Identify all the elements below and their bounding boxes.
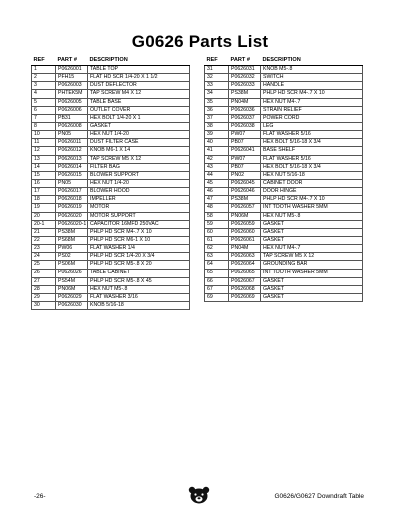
table-row bbox=[205, 179, 363, 187]
table-row bbox=[32, 90, 190, 98]
cell-part: P0626017 bbox=[56, 188, 88, 196]
cell-part: PS06M bbox=[56, 261, 88, 269]
cell-part: P0626014 bbox=[56, 163, 88, 171]
cell-description: HEX NUT M4-.7 bbox=[261, 245, 363, 253]
cell-part: P0626036 bbox=[229, 106, 261, 114]
cell-description: BLOWER SUPPORT bbox=[88, 171, 190, 179]
table-row bbox=[32, 66, 190, 74]
cell-ref: 46 bbox=[205, 188, 229, 196]
cell-part: P0626026 bbox=[56, 269, 88, 277]
table-row bbox=[205, 66, 363, 74]
column-header-part: PART # bbox=[229, 57, 261, 66]
cell-part: PN06M bbox=[229, 212, 261, 220]
cell-description: BLOWER HOOD bbox=[88, 188, 190, 196]
cell-ref: 22 bbox=[32, 236, 56, 244]
table-row bbox=[32, 293, 190, 301]
cell-ref: 43 bbox=[205, 163, 229, 171]
table-row bbox=[32, 285, 190, 293]
cell-ref: 12 bbox=[32, 147, 56, 155]
cell-ref: 29 bbox=[32, 293, 56, 301]
table-row bbox=[32, 196, 190, 204]
table-row bbox=[32, 236, 190, 244]
cell-part: PS02 bbox=[56, 253, 88, 261]
cell-part: P0626038 bbox=[229, 122, 261, 130]
cell-ref: 3 bbox=[32, 82, 56, 90]
cell-part: P0626046 bbox=[229, 188, 261, 196]
cell-description: HEX NUT M5-.8 bbox=[261, 212, 363, 220]
cell-description: LEG bbox=[261, 122, 363, 130]
cell-part: PHTEK5M bbox=[56, 90, 88, 98]
cell-part: P0626057 bbox=[229, 204, 261, 212]
table-row bbox=[205, 253, 363, 261]
table-row bbox=[205, 155, 363, 163]
cell-description: POWER CORD bbox=[261, 114, 363, 122]
table-row bbox=[205, 90, 363, 98]
table-row bbox=[32, 220, 190, 228]
cell-part: P0626008 bbox=[56, 122, 88, 130]
cell-part: P0626033 bbox=[229, 82, 261, 90]
cell-ref: 10 bbox=[32, 131, 56, 139]
column-header-part: PART # bbox=[56, 57, 88, 66]
cell-ref: 13 bbox=[32, 155, 56, 163]
table-row bbox=[32, 106, 190, 114]
cell-description: HEX NUT 1/4-20 bbox=[88, 131, 190, 139]
cell-description: PHLP HD SCR 1/4-20 X 3/4 bbox=[88, 253, 190, 261]
cell-part: P0626013 bbox=[56, 155, 88, 163]
cell-description: PHLP HD SCR M4-.7 X 10 bbox=[261, 90, 363, 98]
cell-description: FLAT WASHER 1/4 bbox=[88, 245, 190, 253]
table-row bbox=[32, 98, 190, 106]
cell-ref: 32 bbox=[205, 74, 229, 82]
table-row bbox=[205, 122, 363, 130]
cell-description: PHLP HD SCR M6-1 X 10 bbox=[88, 236, 190, 244]
cell-part: PB07 bbox=[229, 139, 261, 147]
table-row bbox=[32, 171, 190, 179]
cell-ref: 60 bbox=[205, 228, 229, 236]
cell-ref: 28 bbox=[32, 285, 56, 293]
cell-part: P0626063 bbox=[229, 253, 261, 261]
table-row bbox=[205, 204, 363, 212]
cell-description: TABLE TOP bbox=[88, 66, 190, 74]
cell-description: HEX BOLT 5/16-18 X 3/4 bbox=[261, 163, 363, 171]
cell-description: CABINET DOOR bbox=[261, 179, 363, 187]
cell-description: DUST DEFLECTOR bbox=[88, 82, 190, 90]
table-row bbox=[205, 163, 363, 171]
cell-ref: 6 bbox=[32, 106, 56, 114]
cell-ref: 25 bbox=[32, 261, 56, 269]
cell-description: KNOB 5/16-18 bbox=[88, 302, 190, 310]
cell-description: HEX NUT M4-.7 bbox=[261, 98, 363, 106]
cell-part: PW07 bbox=[229, 131, 261, 139]
cell-ref: 23 bbox=[32, 245, 56, 253]
column-header-description: DESCRIPTION bbox=[88, 57, 190, 66]
cell-ref: 17 bbox=[32, 188, 56, 196]
cell-part: P0626041 bbox=[229, 147, 261, 155]
cell-description: GASKET bbox=[261, 285, 363, 293]
cell-description: STRAIN RELIEF bbox=[261, 106, 363, 114]
cell-description: SWITCH bbox=[261, 74, 363, 82]
cell-ref: 48 bbox=[205, 204, 229, 212]
cell-part: P0626020 bbox=[56, 212, 88, 220]
table-row bbox=[32, 122, 190, 130]
cell-part: PN04M bbox=[229, 245, 261, 253]
cell-description: FLAT HD SCR 1/4-20 X 1 1/2 bbox=[88, 74, 190, 82]
cell-ref: 65 bbox=[205, 269, 229, 277]
cell-part: P0626045 bbox=[229, 179, 261, 187]
table-row bbox=[205, 131, 363, 139]
cell-part: P0626067 bbox=[229, 277, 261, 285]
cell-ref: 8 bbox=[32, 122, 56, 130]
cell-description: TAP SCREW M5 X 12 bbox=[261, 253, 363, 261]
cell-part: PFH15 bbox=[56, 74, 88, 82]
cell-part: PS68M bbox=[56, 236, 88, 244]
table-row bbox=[205, 171, 363, 179]
cell-description: KNOB M6-1 X 14 bbox=[88, 147, 190, 155]
cell-description: GASKET bbox=[261, 220, 363, 228]
cell-ref: 63 bbox=[205, 253, 229, 261]
table-row bbox=[205, 269, 363, 277]
cell-ref: 27 bbox=[32, 277, 56, 285]
cell-description: GASKET bbox=[261, 277, 363, 285]
table-row bbox=[32, 245, 190, 253]
cell-part: PN02 bbox=[229, 171, 261, 179]
table-row bbox=[205, 245, 363, 253]
cell-description: DUST FILTER CASE bbox=[88, 139, 190, 147]
table-header-row bbox=[205, 57, 363, 66]
table-row bbox=[32, 212, 190, 220]
cell-description: IMPELLER bbox=[88, 196, 190, 204]
cell-part: PW07 bbox=[229, 155, 261, 163]
cell-part: PN06M bbox=[56, 285, 88, 293]
table-row bbox=[32, 139, 190, 147]
cell-ref: 19 bbox=[32, 204, 56, 212]
cell-part: P0626011 bbox=[56, 139, 88, 147]
table-row bbox=[205, 228, 363, 236]
table-row bbox=[205, 285, 363, 293]
cell-ref: 11 bbox=[32, 139, 56, 147]
cell-part: P0626060 bbox=[229, 228, 261, 236]
table-row bbox=[32, 74, 190, 82]
cell-part: P0626003 bbox=[56, 82, 88, 90]
cell-ref: 2 bbox=[32, 74, 56, 82]
cell-description: HEX NUT M5-.8 bbox=[88, 285, 190, 293]
cell-description: FLAT WASHER 5/16 bbox=[261, 155, 363, 163]
cell-ref: 20-1 bbox=[32, 220, 56, 228]
table-row bbox=[205, 82, 363, 90]
cell-description: FLAT WASHER 3/16 bbox=[88, 293, 190, 301]
table-row bbox=[205, 277, 363, 285]
table-row bbox=[205, 114, 363, 122]
cell-ref: 64 bbox=[205, 261, 229, 269]
cell-ref: 66 bbox=[205, 277, 229, 285]
cell-description: HANDLE bbox=[261, 82, 363, 90]
cell-description: OUTLET COVER bbox=[88, 106, 190, 114]
table-row bbox=[205, 236, 363, 244]
table-row bbox=[205, 220, 363, 228]
cell-ref: 42 bbox=[205, 155, 229, 163]
table-row bbox=[205, 139, 363, 147]
table-row bbox=[32, 302, 190, 310]
cell-description: GASKET bbox=[261, 236, 363, 244]
cell-description: HEX NUT 5/16-18 bbox=[261, 171, 363, 179]
column-header-description: DESCRIPTION bbox=[261, 57, 363, 66]
cell-part: P0626059 bbox=[229, 220, 261, 228]
table-row bbox=[32, 131, 190, 139]
cell-ref: 69 bbox=[205, 293, 229, 301]
cell-description: FILTER BAG bbox=[88, 163, 190, 171]
cell-part: P0626068 bbox=[229, 285, 261, 293]
cell-ref: 41 bbox=[205, 147, 229, 155]
cell-ref: 16 bbox=[32, 179, 56, 187]
cell-part: P0626069 bbox=[229, 293, 261, 301]
table-row bbox=[205, 147, 363, 155]
cell-ref: 62 bbox=[205, 245, 229, 253]
cell-description: PHLP HD SCR M4-.7 X 10 bbox=[261, 196, 363, 204]
table-row bbox=[32, 147, 190, 155]
cell-ref: 21 bbox=[32, 228, 56, 236]
cell-ref: 67 bbox=[205, 285, 229, 293]
table-row bbox=[32, 261, 190, 269]
table-row bbox=[32, 204, 190, 212]
cell-description: HEX BOLT 1/4-20 X 1 bbox=[88, 114, 190, 122]
page-number: -26- bbox=[34, 493, 46, 500]
table-row bbox=[205, 98, 363, 106]
cell-part: P0626020-1 bbox=[56, 220, 88, 228]
table-row bbox=[205, 261, 363, 269]
table-row bbox=[205, 106, 363, 114]
table-row bbox=[205, 188, 363, 196]
cell-ref: 5 bbox=[32, 98, 56, 106]
table-row bbox=[205, 196, 363, 204]
cell-description: TABLE BASE bbox=[88, 98, 190, 106]
cell-ref: 58 bbox=[205, 212, 229, 220]
table-row bbox=[32, 269, 190, 277]
table-row bbox=[32, 179, 190, 187]
cell-part: PS38M bbox=[229, 90, 261, 98]
column-header-ref: REF bbox=[32, 57, 56, 66]
cell-ref: 36 bbox=[205, 106, 229, 114]
table-row bbox=[32, 82, 190, 90]
table-row bbox=[205, 74, 363, 82]
table-row bbox=[32, 114, 190, 122]
cell-ref: 35 bbox=[205, 98, 229, 106]
cell-description: HEX BOLT 5/16-18 X 3/4 bbox=[261, 139, 363, 147]
cell-ref: 59 bbox=[205, 220, 229, 228]
table-row bbox=[32, 277, 190, 285]
cell-part: PN05 bbox=[56, 179, 88, 187]
parts-table-right bbox=[204, 57, 363, 302]
page-title: G0626 Parts List bbox=[131, 32, 269, 51]
table-header-row bbox=[32, 57, 190, 66]
cell-description: DOOR HINGE bbox=[261, 188, 363, 196]
cell-part: P0626064 bbox=[229, 261, 261, 269]
parts-table-left bbox=[31, 57, 190, 310]
cell-part: P0626012 bbox=[56, 147, 88, 155]
cell-ref: 26 bbox=[32, 269, 56, 277]
cell-ref: 33 bbox=[205, 82, 229, 90]
cell-part: PS38M bbox=[56, 228, 88, 236]
cell-part: P0626001 bbox=[56, 66, 88, 74]
cell-description: CAPACITOR 16MFD 250VAC bbox=[88, 220, 190, 228]
cell-description: PHLP HD SCR M4-.7 X 10 bbox=[88, 228, 190, 236]
cell-description: GASKET bbox=[261, 228, 363, 236]
cell-description: MOTOR bbox=[88, 204, 190, 212]
cell-part: P0626006 bbox=[56, 106, 88, 114]
table-row bbox=[32, 228, 190, 236]
cell-ref: 47 bbox=[205, 196, 229, 204]
cell-part: P0626030 bbox=[56, 302, 88, 310]
cell-ref: 24 bbox=[32, 253, 56, 261]
cell-description: FLAT WASHER 5/16 bbox=[261, 131, 363, 139]
cell-description: KNOB M5-.8 bbox=[261, 66, 363, 74]
cell-part: PB31 bbox=[56, 114, 88, 122]
cell-ref: 14 bbox=[32, 163, 56, 171]
cell-ref: 18 bbox=[32, 196, 56, 204]
cell-description: TAP SCREW M4 X 12 bbox=[88, 90, 190, 98]
table-row bbox=[205, 293, 363, 301]
cell-ref: 40 bbox=[205, 139, 229, 147]
cell-part: P0626029 bbox=[56, 293, 88, 301]
cell-ref: 1 bbox=[32, 66, 56, 74]
cell-ref: 38 bbox=[205, 122, 229, 130]
cell-ref: 31 bbox=[205, 66, 229, 74]
cell-ref: 44 bbox=[205, 171, 229, 179]
cell-part: P0626032 bbox=[229, 74, 261, 82]
cell-part: PN05 bbox=[56, 131, 88, 139]
cell-description: PHLP HD SCR M5-.8 X 20 bbox=[88, 261, 190, 269]
table-row bbox=[32, 163, 190, 171]
cell-description: INT TOOTH WASHER 5MM bbox=[261, 204, 363, 212]
cell-ref: 39 bbox=[205, 131, 229, 139]
table-row bbox=[205, 212, 363, 220]
cell-part: PS54M bbox=[56, 277, 88, 285]
table-row bbox=[32, 188, 190, 196]
cell-ref: 37 bbox=[205, 114, 229, 122]
cell-part: P0626015 bbox=[56, 171, 88, 179]
cell-part: P0626031 bbox=[229, 66, 261, 74]
table-row bbox=[32, 253, 190, 261]
cell-part: PB07 bbox=[229, 163, 261, 171]
cell-description: BASE SHELF bbox=[261, 147, 363, 155]
cell-part: P0626018 bbox=[56, 196, 88, 204]
cell-ref: 20 bbox=[32, 212, 56, 220]
column-header-ref: REF bbox=[205, 57, 229, 66]
bear-head-icon bbox=[188, 486, 210, 504]
cell-ref: 15 bbox=[32, 171, 56, 179]
cell-ref: 61 bbox=[205, 236, 229, 244]
cell-description: HEX NUT 1/4-20 bbox=[88, 179, 190, 187]
cell-part: PS38M bbox=[229, 196, 261, 204]
cell-part: P0626019 bbox=[56, 204, 88, 212]
cell-ref: 7 bbox=[32, 114, 56, 122]
cell-description: PHLP HD SCR M5-.8 X 45 bbox=[88, 277, 190, 285]
cell-description: GASKET bbox=[88, 122, 190, 130]
cell-part: P0626005 bbox=[56, 98, 88, 106]
cell-description: MOTOR SUPPORT bbox=[88, 212, 190, 220]
cell-description: TABLE CABINET bbox=[88, 269, 190, 277]
cell-part: PN04M bbox=[229, 98, 261, 106]
cell-ref: 4 bbox=[32, 90, 56, 98]
table-row bbox=[32, 155, 190, 163]
cell-ref: 30 bbox=[32, 302, 56, 310]
cell-ref: 34 bbox=[205, 90, 229, 98]
cell-part: P0626061 bbox=[229, 236, 261, 244]
cell-ref: 45 bbox=[205, 179, 229, 187]
cell-part: PW06 bbox=[56, 245, 88, 253]
cell-part: P0626037 bbox=[229, 114, 261, 122]
document-title: G0626/G0627 Downdraft Table bbox=[274, 493, 364, 500]
cell-description: INT TOOTH WASHER 5MM bbox=[261, 269, 363, 277]
cell-description: TAP SCREW M5 X 12 bbox=[88, 155, 190, 163]
cell-part: P0626065 bbox=[229, 269, 261, 277]
cell-description: GASKET bbox=[261, 293, 363, 301]
cell-description: GROUNDING BAR bbox=[261, 261, 363, 269]
